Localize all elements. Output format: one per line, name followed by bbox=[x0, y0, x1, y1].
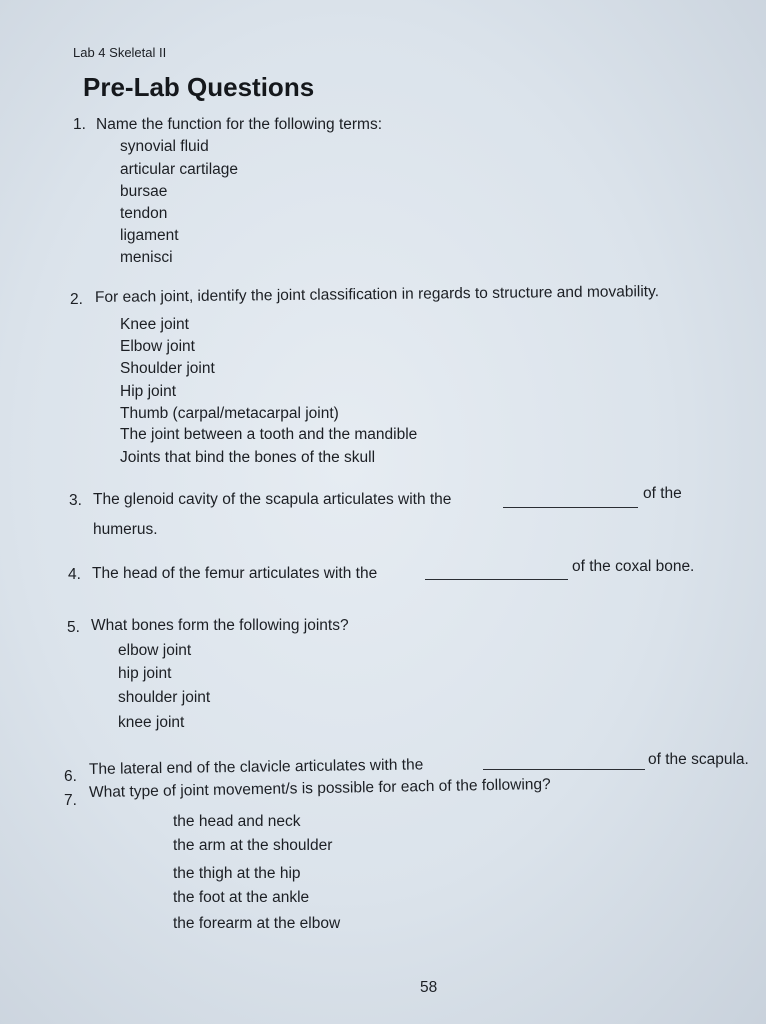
q4-text: The head of the femur articulates with the bbox=[92, 565, 378, 582]
q5-item: shoulder joint bbox=[118, 689, 211, 706]
q2-item: Knee joint bbox=[120, 316, 189, 333]
q1-item: articular cartilage bbox=[120, 161, 239, 178]
q5-item: knee joint bbox=[118, 714, 185, 731]
q1-item: synovial fluid bbox=[120, 138, 209, 155]
q2-item: Shoulder joint bbox=[120, 360, 215, 377]
q5-text: What bones form the following joints? bbox=[91, 617, 349, 634]
q6-after: of the scapula. bbox=[648, 751, 749, 768]
q2-item: The joint between a tooth and the mandible bbox=[120, 426, 418, 443]
q7-item: the forearm at the elbow bbox=[173, 915, 341, 932]
q2-item: Joints that bind the bones of the skull bbox=[120, 449, 376, 466]
lab-header: Lab 4 Skeletal II bbox=[73, 45, 167, 60]
q7-item: the foot at the ankle bbox=[173, 889, 310, 906]
q7-number: 7. bbox=[64, 792, 77, 809]
q5-number: 5. bbox=[67, 619, 80, 636]
q1-item: menisci bbox=[120, 249, 173, 266]
q5-item: hip joint bbox=[118, 665, 172, 682]
q2-item: Thumb (carpal/metacarpal joint) bbox=[120, 405, 339, 422]
q3-answer-blank[interactable] bbox=[503, 507, 638, 508]
q4-after: of the coxal bone. bbox=[572, 558, 695, 575]
q6-text: The lateral end of the clavicle articulates with the bbox=[88, 756, 424, 778]
q5-item: elbow joint bbox=[118, 642, 192, 659]
page-title: Pre-Lab Questions bbox=[83, 72, 315, 102]
q3-continuation: humerus. bbox=[93, 521, 158, 538]
q3-number: 3. bbox=[69, 492, 82, 509]
q3-text: The glenoid cavity of the scapula articulates with the bbox=[93, 491, 452, 508]
q7-item: the thigh at the hip bbox=[173, 865, 301, 882]
q4-number: 4. bbox=[68, 566, 81, 583]
q4-answer-blank[interactable] bbox=[425, 579, 568, 580]
q2-number: 2. bbox=[70, 291, 83, 308]
q7-item: the arm at the shoulder bbox=[173, 837, 333, 854]
q1-item: bursae bbox=[120, 183, 168, 200]
q2-item: Hip joint bbox=[120, 383, 176, 400]
q6-number: 6. bbox=[64, 768, 77, 785]
q3-after: of the bbox=[643, 485, 682, 502]
q7-text: What type of joint movement/s is possible for each of the following? bbox=[88, 775, 551, 801]
q1-item: tendon bbox=[120, 205, 168, 222]
q1-number: 1. bbox=[73, 116, 86, 133]
q6-answer-blank[interactable] bbox=[483, 769, 645, 770]
page-number: 58 bbox=[420, 979, 438, 996]
q2-text: For each joint, identify the joint classification in regards to structure and movability. bbox=[94, 283, 660, 306]
q1-item: ligament bbox=[120, 227, 179, 244]
q2-item: Elbow joint bbox=[120, 338, 195, 355]
q7-item: the head and neck bbox=[173, 813, 301, 830]
q1-text: Name the function for the following terms: bbox=[96, 116, 383, 133]
